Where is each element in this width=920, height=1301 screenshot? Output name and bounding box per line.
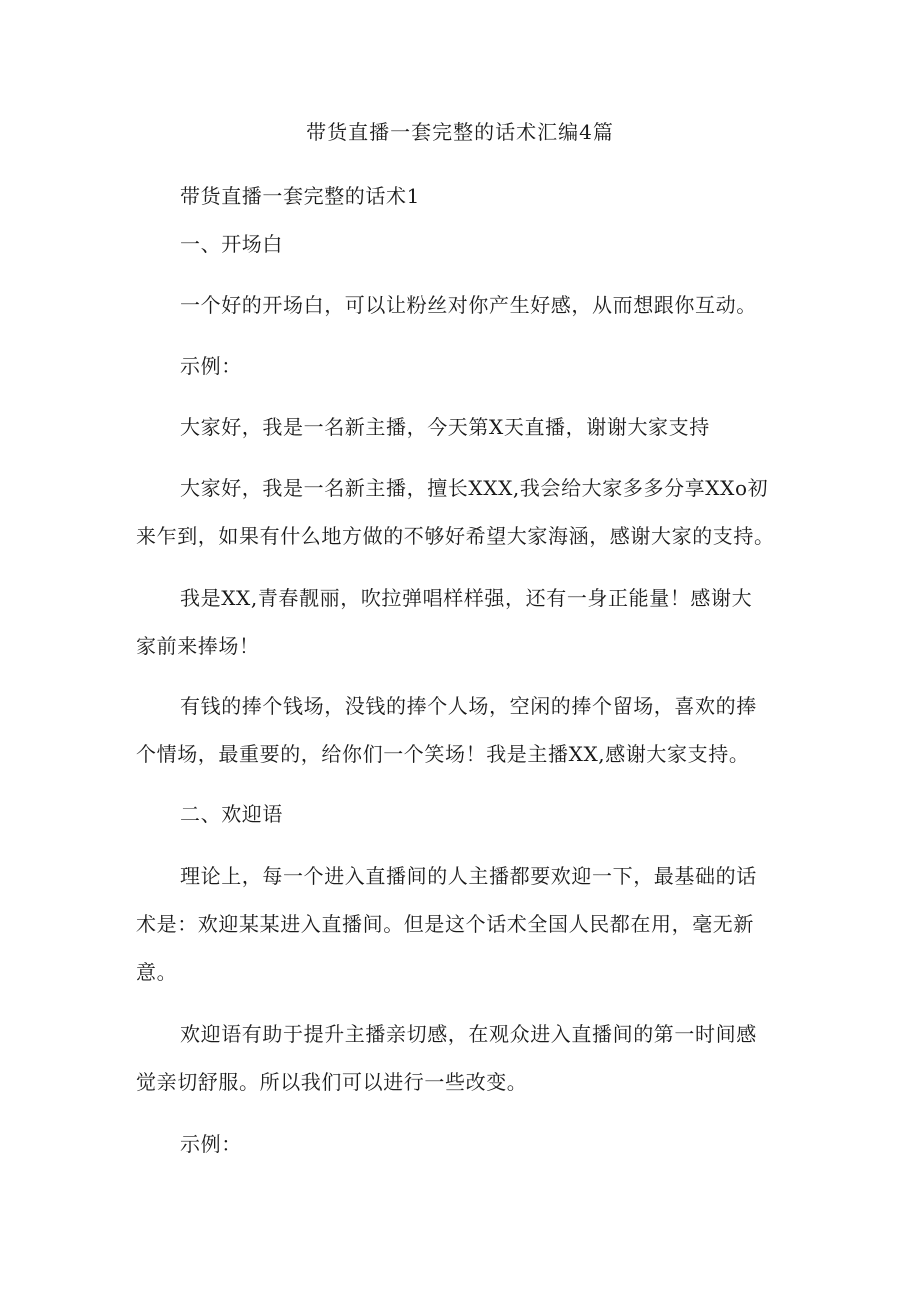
example2-label: 示例： <box>180 1132 242 1156</box>
example1-line3b: 家前来捧场！ <box>136 634 260 658</box>
part2-para2a: 欢迎语有助于提升主播亲切感，在观众进入直播间的第一时间感 <box>180 1022 757 1046</box>
part1-heading: 一、开场白 <box>180 232 283 256</box>
example1-line1: 大家好，我是一名新主播，今天第X天直播，谢谢大家支持 <box>180 415 710 439</box>
example1-line2a: 大家好，我是一名新主播，擅长XXX,我会给大家多多分享XXo初 <box>180 476 769 500</box>
part1-intro: 一个好的开场白，可以让粉丝对你产生好感，从而想跟你互动。 <box>180 293 757 317</box>
example1-line3a: 我是XX,青春靓丽，吹拉弹唱样样强，还有一身正能量！感谢大 <box>180 586 753 610</box>
part2-para2b: 觉亲切舒服。所以我们可以进行一些改变。 <box>136 1070 528 1094</box>
part2-para1c: 意。 <box>136 960 178 984</box>
example1-line2b: 来乍到，如果有什么地方做的不够好希望大家海涵，感谢大家的支持。 <box>136 524 775 548</box>
part2-heading: 二、欢迎语 <box>180 802 283 826</box>
example1-line4b: 个情场，最重要的，给你们一个笑场！我是主播XX,感谢大家支持。 <box>136 742 750 766</box>
document-title: 带货直播一套完整的话术汇编4篇 <box>306 120 614 144</box>
section-heading: 带货直播一套完整的话术1 <box>180 184 420 208</box>
example1-line4a: 有钱的捧个钱场，没钱的捧个人场，空闲的捧个留场，喜欢的捧 <box>180 694 757 718</box>
part2-para1b: 术是：欢迎某某进入直播间。但是这个话术全国人民都在用，毫无新 <box>136 912 754 936</box>
part2-para1a: 理论上，每一个进入直播间的人主播都要欢迎一下，最基础的话 <box>180 864 757 888</box>
example1-label: 示例： <box>180 354 242 378</box>
